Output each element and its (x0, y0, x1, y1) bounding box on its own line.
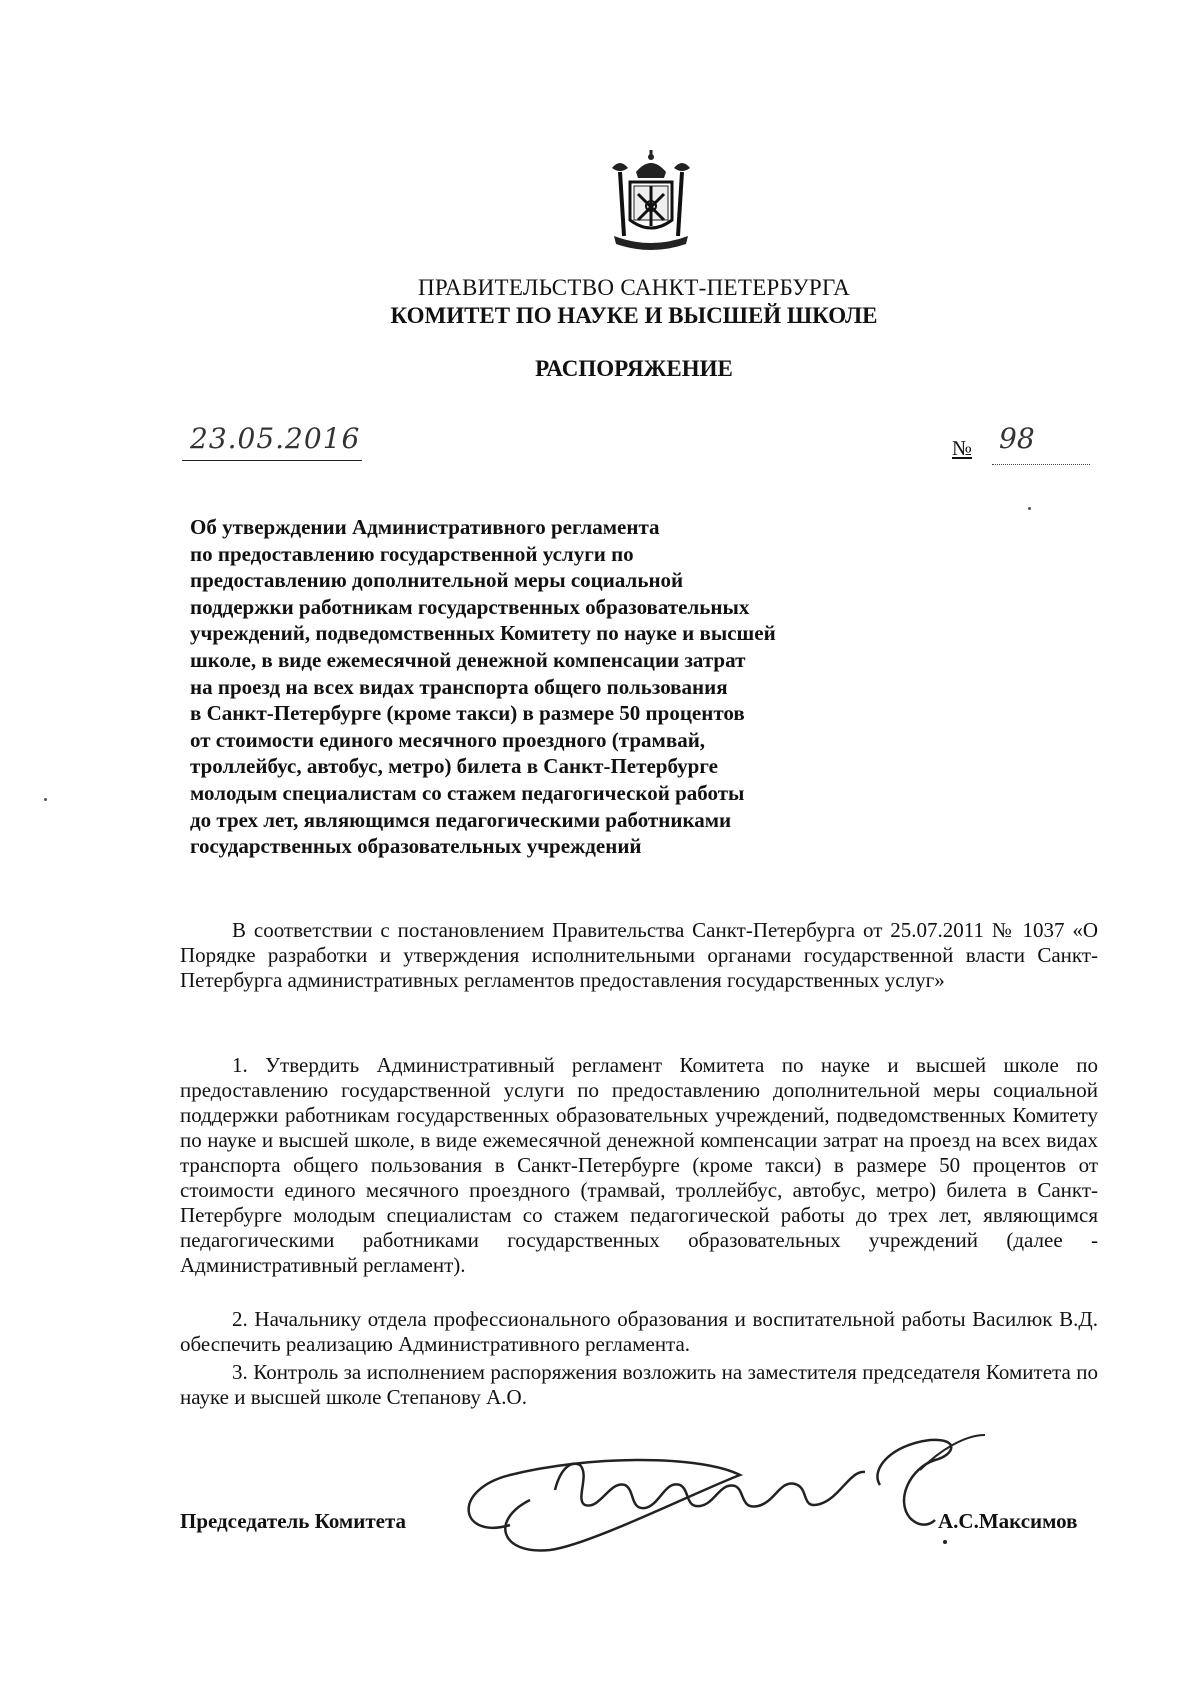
title-line: на проезд на всех видах транспорта общего пользования (190, 674, 728, 699)
government-heading: ПРАВИТЕЛЬСТВО САНКТ-ПЕТЕРБУРГА (417, 275, 851, 300)
coat-of-arms-icon (606, 150, 696, 255)
item-1-paragraph: 1. Утвердить Административный регламент Комитета по науке и высшей школе по предоставлению государственной услуги по предоставлению дополнительной меры социальной поддержки работникам государственных образовательных учреждений, подведомственных Комитету по науке и высшей школе, в виде ежемесячной денежной компенсации затрат на проезд на всех видах транспорта общего пользования в Санкт-Петербурге (кроме такси) в размере 50 процентов от стоимости единого месячного проездного (трамвай, троллейбус, автобус, метро) билета в Санкт-Петербурге молодым специалистам со стажем педагогической работы до трех лет, являющимся педагогическими работниками государственных образовательных учреждений (далее - Административный регламент). (180, 1053, 1098, 1277)
intro-paragraph: В соответствии с постановлением Правительства Санкт-Петербурга от 25.07.2011 № 1037 «О Порядке разработки и утверждения исполнительными органами государственной власти Санкт-Петербурга административных регламентов предоставления государственных услуг» (180, 918, 1098, 992)
signatory-name: А.С.Максимов (938, 1509, 1078, 1533)
title-line: школе, в виде ежемесячной денежной компенсации затрат (190, 647, 746, 672)
handwritten-number: 98 (999, 422, 1035, 455)
handwritten-signature (440, 1430, 1000, 1560)
item-3-paragraph: 3. Контроль за исполнением распоряжения возложить на заместителя председателя Комитета по науке и высшей школе Степанову А.О. (180, 1360, 1098, 1409)
title-line: в Санкт-Петербурге (кроме такси) в размере 50 процентов (190, 701, 745, 726)
scan-speck (1028, 507, 1031, 510)
title-line: троллейбус, автобус, метро) билета в Санкт-Петербурге (190, 754, 718, 779)
item-2-paragraph: 2. Начальнику отдела профессионального образования и воспитательной работы Василюк В.Д. обеспечить реализацию Административного регламента. (180, 1307, 1098, 1356)
number-field (952, 420, 1090, 464)
title-line: поддержки работникам государственных образовательных (190, 594, 750, 619)
scan-speck (44, 798, 47, 801)
number-label: № (952, 436, 973, 460)
title-line: до трех лет, являющимся педагогическими работниками (190, 807, 732, 832)
title-line: государственных образовательных учреждений (190, 834, 642, 859)
date-field (182, 420, 362, 461)
document-type: РАСПОРЯЖЕНИЕ (535, 356, 733, 381)
title-line: предоставлению дополнительной меры социальной (190, 568, 684, 593)
committee-heading: КОМИТЕТ ПО НАУКЕ И ВЫСШЕЙ ШКОЛЕ (390, 303, 878, 328)
document-title (190, 514, 870, 860)
signatory-position: Председатель Комитета (180, 1509, 407, 1533)
title-line: Об утверждении Административного регламента (190, 515, 660, 539)
title-line: учреждений, подведомственных Комитету по науке и высшей (190, 621, 776, 646)
handwritten-date: 23.05.2016 (190, 422, 361, 455)
title-line: по предоставлению государственной услуги по (190, 541, 634, 566)
title-line: молодым специалистам со стажем педагогической работы (190, 780, 745, 805)
number-underline (992, 464, 1090, 465)
title-line: от стоимости единого месячного проездного (трамвай, (190, 727, 706, 752)
